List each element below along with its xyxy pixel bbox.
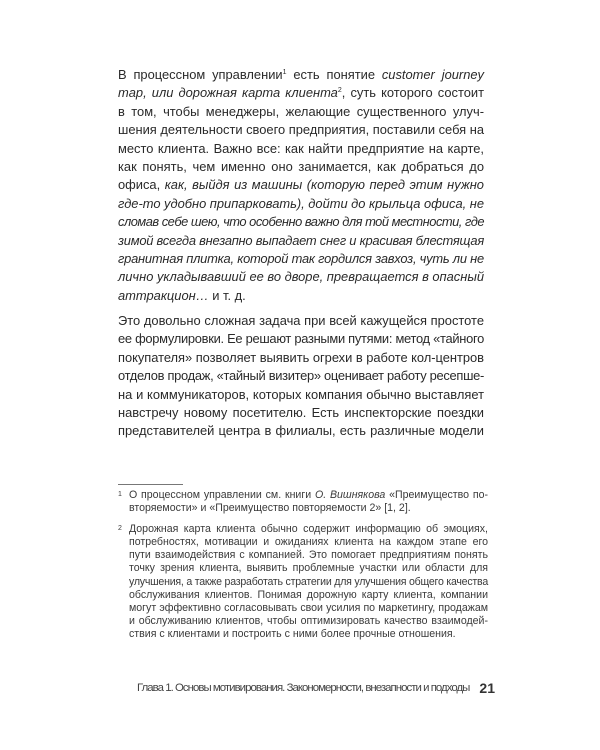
text-line xyxy=(118,103,484,121)
text-segment: офиса, xyxy=(118,177,165,193)
text-segment: Это довольно сложная задача при всей кажущейся простоте xyxy=(118,313,484,329)
text-line xyxy=(129,602,488,615)
italic-text: customer journey xyxy=(381,67,484,82)
running-footer xyxy=(137,680,495,698)
text-segment: отделов продаж, «тайный визитер» оценивает работу ресепше- xyxy=(118,368,484,384)
italic-text: map, или дорожная карта клиента xyxy=(118,85,338,101)
text-line xyxy=(129,615,488,628)
text-segment: есть понятие xyxy=(286,67,382,82)
chapter-title: Глава 1. Основы мотивирования. Закономерности, внезапности и подходы xyxy=(137,682,470,694)
text-segment: представителей центра в филиалы, есть различные модели xyxy=(118,423,484,439)
text-segment: улучшения, а также разработать стратегии для улучшения общего качества xyxy=(129,575,488,588)
text-line xyxy=(118,312,484,330)
text-line xyxy=(118,176,484,194)
text-segment: В процессном управлении xyxy=(118,67,283,82)
text-line xyxy=(118,386,484,404)
text-line xyxy=(129,549,488,562)
text-line xyxy=(118,330,484,348)
paragraph xyxy=(118,312,484,441)
text-line xyxy=(129,502,488,515)
text-segment: обслуживания клиентов. Понимая дорожную карту клиента, компании xyxy=(129,588,488,601)
footnote-number: 1 xyxy=(118,491,122,498)
text-segment: точку зрения клиента, выявить проблемные участки или области для xyxy=(129,562,488,575)
text-segment: как понять, чем именно оно занимается, как добраться до xyxy=(118,158,484,174)
page-number: 21 xyxy=(479,680,495,696)
footnote xyxy=(118,489,488,515)
footnotes xyxy=(118,489,488,649)
text-segment: пути взаимодействия с компанией. Это помогает предприятиям понять xyxy=(129,549,488,562)
text-line xyxy=(118,349,484,367)
text-line xyxy=(118,66,484,84)
text-line xyxy=(118,140,484,158)
text-line xyxy=(118,84,484,102)
text-line xyxy=(118,232,484,250)
text-line xyxy=(129,489,488,502)
text-line xyxy=(118,287,484,305)
italic-text: зимой всегда внезапно выпадает снег и красивая блестящая xyxy=(118,232,484,248)
text-line xyxy=(118,213,484,231)
text-line xyxy=(118,250,484,268)
text-segment: в том, чтобы менеджеры, желающие существенного улуч- xyxy=(118,103,484,119)
text-segment: и т. д. xyxy=(208,287,246,303)
text-segment: О процессном управлении см. книги xyxy=(129,489,315,501)
footnote-divider xyxy=(118,484,183,485)
text-segment: ствия с клиентами и построить с ними более прочные отношения. xyxy=(129,627,456,640)
text-line xyxy=(129,523,488,536)
text-line xyxy=(118,195,484,213)
footnote-reference[interactable]: 2 xyxy=(337,87,342,95)
footnote xyxy=(118,523,488,641)
text-segment: Дорожная карта клиента обычно содержит информацию об эмоциях, xyxy=(129,523,488,536)
italic-text: как, выйдя из машины (которую перед этим нужно xyxy=(164,177,484,193)
text-segment: навстречу новому посетителю. Есть инспекторские поездки xyxy=(118,405,484,421)
text-segment: вторяемости» и «Преимущество повторяемости 2» [1, 2]. xyxy=(129,502,411,515)
text-segment: и обслуживанию клиентов, чтобы оптимизировать качество взаимодей- xyxy=(129,614,488,627)
italic-text: аттракцион… xyxy=(118,287,209,303)
italic-text: сломав себе шею, что особенно важно для той местности, где xyxy=(118,214,484,230)
text-line xyxy=(118,367,484,385)
text-segment: шения деятельности своего предприятия, поставили себя на xyxy=(118,122,484,138)
paragraph xyxy=(118,66,484,305)
text-line xyxy=(118,158,484,176)
italic-text: гранитная плитка, которой так гордился завхоз, чуть ли не xyxy=(118,250,484,266)
text-segment: место клиента. Важно все: как найти предприятие на карте, xyxy=(118,140,484,156)
text-line xyxy=(118,422,484,440)
text-line xyxy=(129,562,488,575)
italic-text: лично укладывавший ее во дворе, превращается в опасный xyxy=(118,269,484,285)
footnote-reference[interactable]: 1 xyxy=(282,69,287,76)
text-segment: покупателя» позволяет выявить огрехи в работе кол-центров xyxy=(118,349,485,365)
text-segment: «Преимущество по- xyxy=(385,489,489,501)
text-line xyxy=(118,121,484,139)
main-text xyxy=(118,66,484,448)
italic-text: где-то удобно припарковать), дойти до крыльца офиса, не xyxy=(118,195,484,211)
text-line xyxy=(129,576,488,589)
text-line xyxy=(118,404,484,422)
text-line xyxy=(129,589,488,602)
italic-text: О. Вишнякова xyxy=(314,489,386,501)
text-line xyxy=(118,268,484,286)
text-line xyxy=(129,536,488,549)
text-segment: , суть которого состоит xyxy=(341,85,484,101)
footnote-number: 2 xyxy=(118,525,122,533)
text-line xyxy=(129,628,488,641)
text-segment: могут эффективно согласовывать свои усилия по маркетингу, продажам xyxy=(129,601,488,614)
text-segment: на и коммуникаторов, которых компания обычно выставляет xyxy=(118,386,484,402)
text-segment: ее формулировки. Ее решают разными путями: метод «тайного xyxy=(118,331,484,347)
text-segment: потребностях, мотивации и ожиданиях клиента на каждом этапе его xyxy=(129,536,488,549)
